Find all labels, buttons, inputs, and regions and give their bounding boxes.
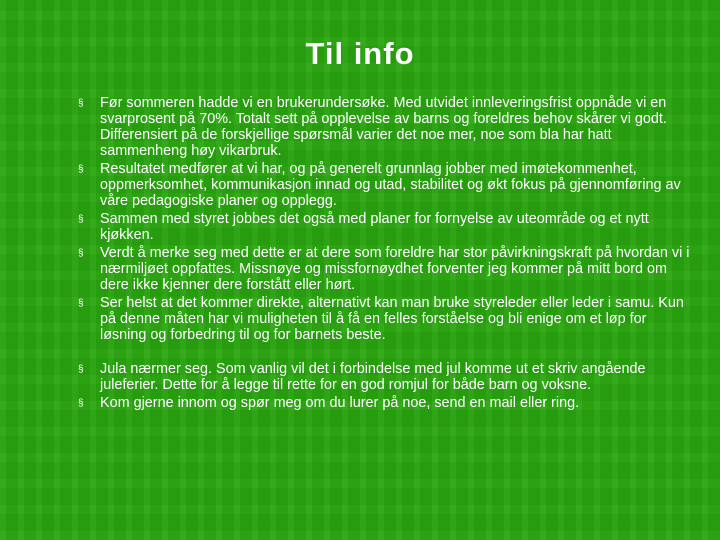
bullet-icon: §: [78, 248, 84, 259]
list-item: [78, 361, 696, 393]
slide-title: Til info: [305, 36, 415, 71]
bullet-icon: §: [78, 364, 84, 375]
list-item-text: Verdt å merke seg med dette er at dere som foreldre har stor påvirkningskraft på hvordan vi i nærmiljøet oppfattes. Missnøye og missfornøydhet forventer jeg kommer på mitt bord om dere ikke kjenner dere forstått eller hørt.: [100, 245, 690, 293]
bullet-icon: §: [78, 398, 84, 409]
list-item: [78, 211, 696, 243]
bullet-icon: §: [78, 164, 84, 175]
list-item-text: Kom gjerne innom og spør meg om du lurer på noe, send en mail eller ring.: [100, 395, 580, 411]
list-item-text: Jula nærmer seg. Som vanlig vil det i forbindelse med jul komme ut et skriv angående juleferier. Dette for å legge til rette for en god romjul for både barn og voksne.: [100, 361, 646, 393]
bullet-icon: §: [78, 214, 84, 225]
list-item: [78, 245, 696, 293]
bullet-icon: §: [78, 298, 84, 309]
list-item: [78, 295, 696, 343]
bullet-list: [78, 95, 696, 413]
list-item-text: Sammen med styret jobbes det også med planer for fornyelse av uteområde og et nytt kjøkken.: [100, 211, 649, 243]
list-item: [78, 95, 696, 159]
list-item: [78, 161, 696, 209]
bullet-icon: §: [78, 98, 84, 109]
list-item-text: Resultatet medfører at vi har, og på generelt grunnlag jobber med imøtekommenhet, oppmerksomhet, kommunikasjon innad og utad, stabilitet og økt fokus på gjennomføring av våre pedagogiske planer og opplegg.: [100, 161, 681, 209]
list-item-text: Før sommeren hadde vi en brukerundersøke. Med utvidet innleveringsfrist oppnåde vi en svarprosent på 70%. Totalt sett på opplevelse av barns og foreldres behov skårer vi godt. Differensiert på de forskjellige spørsmål varier det noe mer, noe som bla har hatt sammenheng høy vikarbruk.: [100, 95, 667, 159]
list-item: [78, 395, 696, 411]
list-item-text: Ser helst at det kommer direkte, alternativt kan man bruke styreleder eller leder i samu. Kun på denne måten har vi muligheten til å få en felles forståelse og bli enige om et løp for løsning og forbedring til og for barnets beste.: [100, 295, 684, 343]
